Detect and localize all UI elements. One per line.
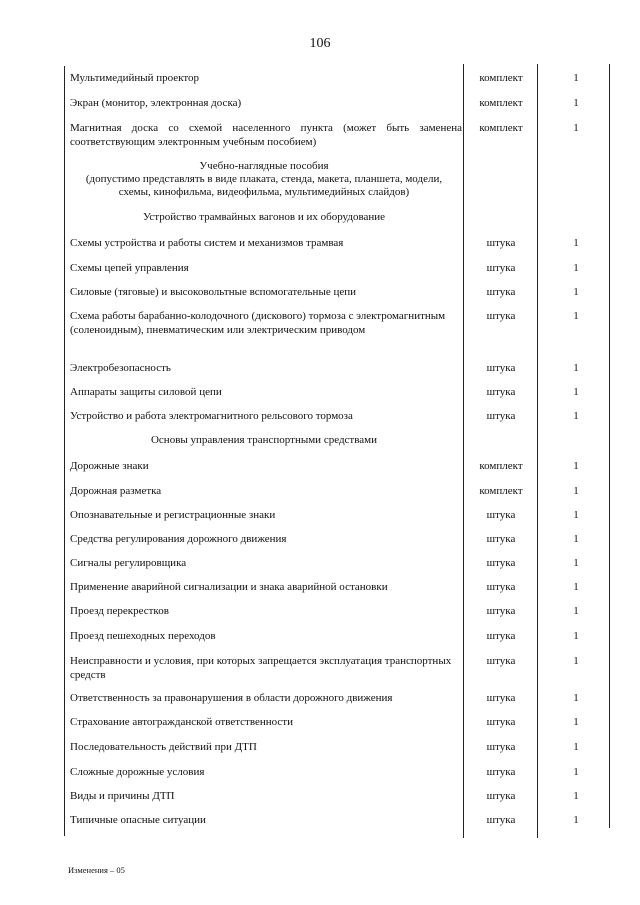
section-heading-title: Учебно-наглядные пособия bbox=[199, 160, 329, 172]
item-name: Схемы цепей управления bbox=[70, 262, 189, 274]
item-name: Средства регулирования дорожного движения bbox=[70, 533, 287, 545]
item-quantity: 1 bbox=[573, 237, 579, 249]
item-quantity: 1 bbox=[573, 485, 579, 497]
footer-revision: Изменения – 05 bbox=[68, 865, 125, 875]
item-name: Схемы устройства и работы систем и механизмов трамвая bbox=[70, 237, 344, 249]
item-quantity: 1 bbox=[573, 605, 579, 617]
section-heading bbox=[66, 211, 462, 224]
item-unit: штука bbox=[486, 655, 516, 667]
section-heading-note: схемы, кинофильма, видеофильма, мультимедийных слайдов) bbox=[118, 186, 410, 198]
item-name: Дорожные знаки bbox=[70, 460, 149, 472]
item-unit: комплект bbox=[479, 97, 523, 109]
page-number: 106 bbox=[309, 36, 331, 51]
item-name: Применение аварийной сигнализации и знака аварийной остановки bbox=[70, 581, 388, 593]
item-name: Электробезопасность bbox=[70, 362, 171, 374]
item-name: Мультимедийный проектор bbox=[70, 72, 200, 84]
item-unit: штука bbox=[486, 790, 516, 802]
item-name: Сложные дорожные условия bbox=[70, 766, 205, 778]
item-unit: комплект bbox=[479, 460, 523, 472]
section-heading bbox=[66, 434, 462, 447]
item-unit: штука bbox=[486, 741, 516, 753]
item-unit: штука bbox=[486, 533, 516, 545]
item-unit: штука bbox=[486, 386, 516, 398]
item-quantity: 1 bbox=[573, 310, 579, 322]
item-quantity: 1 bbox=[573, 262, 579, 274]
item-quantity: 1 bbox=[573, 460, 579, 472]
item-name: Магнитная доска со схемой населенного пункта (может быть заменена соответствующим электронным учебным пособием) bbox=[70, 122, 462, 148]
table-column-divider-qty bbox=[537, 64, 538, 838]
section-heading-note: (допустимо представлять в виде плаката, стенда, макета, планшета, модели, bbox=[85, 173, 443, 185]
item-quantity: 1 bbox=[573, 655, 579, 667]
section-heading-title: Устройство трамвайных вагонов и их оборудование bbox=[142, 211, 386, 223]
item-quantity: 1 bbox=[573, 410, 579, 422]
item-quantity: 1 bbox=[573, 509, 579, 521]
item-unit: штука bbox=[486, 716, 516, 728]
table-column-divider-unit bbox=[463, 64, 464, 838]
item-name: Ответственность за правонарушения в области дорожного движения bbox=[70, 692, 393, 704]
item-unit: штука bbox=[486, 410, 516, 422]
item-quantity: 1 bbox=[573, 581, 579, 593]
item-name: Проезд перекрестков bbox=[70, 605, 169, 617]
item-name: Типичные опасные ситуации bbox=[70, 814, 206, 826]
item-name: Экран (монитор, электронная доска) bbox=[70, 97, 242, 109]
table-border-left bbox=[64, 66, 65, 836]
item-quantity: 1 bbox=[573, 122, 579, 134]
item-name: Аппараты защиты силовой цепи bbox=[70, 386, 222, 398]
item-name: Опознавательные и регистрационные знаки bbox=[70, 509, 276, 521]
item-unit: комплект bbox=[479, 485, 523, 497]
item-unit: штука bbox=[486, 630, 516, 642]
item-name: Неисправности и условия, при которых запрещается эксплуатация транспортных средств bbox=[70, 655, 452, 681]
item-unit: штука bbox=[486, 262, 516, 274]
item-name: Проезд пешеходных переходов bbox=[70, 630, 216, 642]
item-name: Схема работы барабанно-колодочного (дискового) тормоза с электромагнитным (соленоидным), пневматическим или электрическим приводом bbox=[70, 310, 446, 336]
item-quantity: 1 bbox=[573, 362, 579, 374]
item-quantity: 1 bbox=[573, 533, 579, 545]
item-quantity: 1 bbox=[573, 557, 579, 569]
item-quantity: 1 bbox=[573, 692, 579, 704]
item-quantity: 1 bbox=[573, 72, 579, 84]
item-unit: штука bbox=[486, 605, 516, 617]
item-unit: штука bbox=[486, 286, 516, 298]
item-name: Страхование автогражданской ответственности bbox=[70, 716, 294, 728]
item-quantity: 1 bbox=[573, 386, 579, 398]
item-unit: штука bbox=[486, 362, 516, 374]
item-quantity: 1 bbox=[573, 716, 579, 728]
item-unit: штука bbox=[486, 557, 516, 569]
item-quantity: 1 bbox=[573, 630, 579, 642]
section-heading-title: Основы управления транспортными средствами bbox=[150, 434, 378, 446]
item-name: Силовые (тяговые) и высоковольтные вспомогательные цепи bbox=[70, 286, 357, 298]
item-unit: комплект bbox=[479, 72, 523, 84]
item-unit: штука bbox=[486, 237, 516, 249]
item-name: Устройство и работа электромагнитного рельсового тормоза bbox=[70, 410, 353, 422]
item-unit: штука bbox=[486, 814, 516, 826]
item-unit: штука bbox=[486, 692, 516, 704]
item-unit: штука bbox=[486, 766, 516, 778]
item-name: Сигналы регулировщика bbox=[70, 557, 187, 569]
item-quantity: 1 bbox=[573, 741, 579, 753]
item-quantity: 1 bbox=[573, 766, 579, 778]
item-name: Последовательность действий при ДТП bbox=[70, 741, 257, 753]
item-quantity: 1 bbox=[573, 814, 579, 826]
item-name: Виды и причины ДТП bbox=[70, 790, 175, 802]
item-unit: комплект bbox=[479, 122, 523, 134]
table-border-right bbox=[609, 64, 610, 828]
item-quantity: 1 bbox=[573, 97, 579, 109]
item-unit: штука bbox=[486, 310, 516, 322]
item-unit: штука bbox=[486, 581, 516, 593]
item-quantity: 1 bbox=[573, 790, 579, 802]
section-heading bbox=[66, 160, 462, 199]
item-quantity: 1 bbox=[573, 286, 579, 298]
item-name: Дорожная разметка bbox=[70, 485, 162, 497]
item-unit: штука bbox=[486, 509, 516, 521]
